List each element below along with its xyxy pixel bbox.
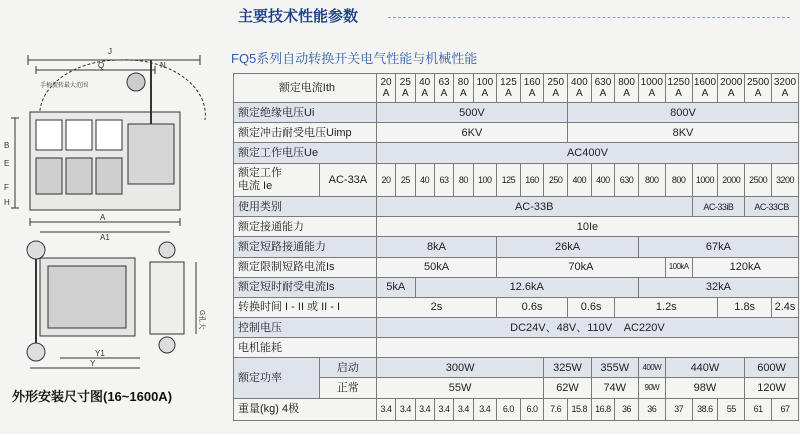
value-cell: 5kA	[376, 277, 415, 297]
value-cell: 3.4	[473, 398, 497, 421]
dim-label-a: A	[100, 213, 106, 222]
value-cell: 300W	[376, 358, 544, 378]
value-cell: 37	[665, 398, 692, 421]
row-motor-consumption	[234, 338, 799, 358]
row-operating-current	[234, 163, 799, 197]
current-col: 63 A	[434, 74, 453, 103]
value-cell: DC24V、48V、110V AC220V	[376, 317, 798, 337]
value-cell: 3.4	[396, 398, 415, 421]
label-utilization-category: 使用类别	[234, 197, 377, 217]
current-col: 80 A	[454, 74, 473, 103]
value-cell: 80	[454, 163, 473, 197]
value-cell: 10Ie	[376, 217, 798, 237]
value-cell: AC-33iB	[692, 197, 745, 217]
value-cell: 61	[745, 398, 772, 421]
label-rated-power: 额定功率	[234, 358, 320, 398]
current-col: 125 A	[497, 74, 521, 103]
value-cell: 26kA	[497, 237, 639, 257]
current-col: 1000 A	[638, 74, 665, 103]
value-cell: 62W	[544, 378, 591, 398]
row-rated-current	[234, 74, 799, 103]
value-cell: 25	[396, 163, 415, 197]
value-cell: 6KV	[376, 123, 567, 143]
label-control-voltage: 控制电压	[234, 317, 377, 337]
value-cell: 120kA	[692, 257, 798, 277]
dim-label-f: F	[4, 183, 9, 192]
value-cell: 67	[772, 398, 799, 421]
value-cell: 800	[638, 163, 665, 197]
row-control-voltage	[234, 317, 799, 337]
label-limited-short-circuit: 额定限制短路电流Is	[234, 257, 377, 277]
label-making-capacity: 额定接通能力	[234, 217, 377, 237]
value-cell: 0.6s	[497, 297, 568, 317]
value-cell: 63	[434, 163, 453, 197]
value-cell: 2s	[376, 297, 496, 317]
value-cell: 1.8s	[718, 297, 772, 317]
value-cell: 400W	[638, 358, 665, 378]
value-cell: 2000	[718, 163, 745, 197]
value-cell: 8kA	[376, 237, 496, 257]
dim-label-j: J	[108, 47, 112, 56]
value-cell: 0.6s	[568, 297, 615, 317]
current-col: 400 A	[568, 74, 592, 103]
label-short-circuit-making: 额定短路接通能力	[234, 237, 377, 257]
label-insulation-voltage: 额定绝缘电压Ui	[234, 103, 377, 123]
value-cell: 67kA	[638, 237, 798, 257]
current-col: 630 A	[591, 74, 615, 103]
dimension-drawing	[0, 40, 225, 385]
value-cell: 630	[615, 163, 639, 197]
value-cell: 98W	[665, 378, 744, 398]
value-cell: 3.4	[434, 398, 453, 421]
row-insulation-voltage	[234, 103, 799, 123]
value-cell: 800	[665, 163, 692, 197]
drawing-caption: 外形安装尺寸图(16~1600A)	[12, 389, 173, 404]
value-cell: 36	[615, 398, 639, 421]
value-cell: 400	[591, 163, 615, 197]
value-cell: 1000	[692, 163, 718, 197]
label-weight: 重量(kg) 4极	[234, 398, 377, 421]
value-cell: 38.6	[692, 398, 718, 421]
current-col: 2500 A	[745, 74, 772, 103]
dim-label-g-hole: G孔大	[198, 310, 205, 330]
current-col: 3200 A	[772, 74, 799, 103]
dim-label-e: E	[4, 159, 10, 168]
current-col: 100 A	[473, 74, 497, 103]
value-cell: 55W	[376, 378, 544, 398]
value-cell: 8KV	[568, 123, 799, 143]
value-cell: 15.8	[568, 398, 592, 421]
label-normal: 正常	[319, 378, 376, 398]
label-operating-voltage: 额定工作电压Ue	[234, 143, 377, 163]
value-cell: 800V	[568, 103, 799, 123]
current-col: 800 A	[615, 74, 639, 103]
row-power-start	[234, 358, 799, 378]
value-cell: 160	[520, 163, 544, 197]
value-cell	[376, 338, 798, 358]
dim-label-y1: Y1	[95, 349, 105, 358]
section-title: 主要技术性能参数	[238, 8, 359, 25]
row-weight	[234, 398, 799, 421]
category-ac33a: AC-33A	[319, 163, 376, 197]
value-cell: 12.6kA	[415, 277, 638, 297]
value-cell: 500V	[376, 103, 567, 123]
current-col: 1600 A	[692, 74, 718, 103]
value-cell: 2500	[745, 163, 772, 197]
value-cell: AC400V	[376, 143, 798, 163]
value-cell: 70kA	[497, 257, 666, 277]
value-cell: 250	[544, 163, 568, 197]
value-cell: 16.8	[591, 398, 615, 421]
value-cell: 125	[497, 163, 521, 197]
value-cell: 32kA	[638, 277, 798, 297]
value-cell: AC-33CB	[745, 197, 799, 217]
row-short-time-withstand	[234, 277, 799, 297]
value-cell: 600W	[745, 358, 799, 378]
value-cell: 6.0	[520, 398, 544, 421]
value-cell: 90W	[638, 378, 665, 398]
value-cell: 400	[568, 163, 592, 197]
value-cell: 100	[473, 163, 497, 197]
value-cell: 3.4	[454, 398, 473, 421]
value-cell: 2.4s	[772, 297, 799, 317]
label-motor-consumption: 电机能耗	[234, 338, 377, 358]
value-cell: 3.4	[415, 398, 434, 421]
value-cell: 55	[718, 398, 745, 421]
value-cell: 3.4	[376, 398, 395, 421]
value-cell: 40	[415, 163, 434, 197]
dim-label-h: H	[4, 198, 10, 207]
value-cell: AC-33B	[376, 197, 692, 217]
row-utilization-category	[234, 197, 799, 217]
value-cell: 325W	[544, 358, 591, 378]
value-cell: 100kA	[665, 257, 692, 277]
value-cell: 7.6	[544, 398, 568, 421]
row-limited-short-circuit	[234, 257, 799, 277]
current-col: 2000 A	[718, 74, 745, 103]
title-divider	[388, 17, 790, 18]
value-cell: 20	[376, 163, 395, 197]
value-cell: 74W	[591, 378, 638, 398]
current-col: 160 A	[520, 74, 544, 103]
current-col: 40 A	[415, 74, 434, 103]
dim-label-q: Q	[98, 61, 105, 70]
row-short-circuit-making	[234, 237, 799, 257]
label-operating-current: 额定工作 电流 Ie	[234, 163, 320, 197]
value-cell: 6.0	[497, 398, 521, 421]
row-operating-voltage	[234, 143, 799, 163]
current-col: 25 A	[396, 74, 415, 103]
current-col: 250 A	[544, 74, 568, 103]
dim-label-b: B	[4, 141, 10, 150]
value-cell: 355W	[591, 358, 638, 378]
value-cell: 50kA	[376, 257, 496, 277]
label-impulse-voltage: 额定冲击耐受电压Uimp	[234, 123, 377, 143]
table-subtitle: FQ5系列自动转换开关电气性能与机械性能	[231, 51, 478, 66]
handle-range-note: 手柄旋转最大范围	[40, 83, 89, 89]
value-cell: 36	[638, 398, 665, 421]
label-transfer-time: 转换时间 I - II 或 II - I	[234, 297, 377, 317]
value-cell: 1.2s	[615, 297, 718, 317]
row-transfer-time	[234, 297, 799, 317]
current-col: 1250 A	[665, 74, 692, 103]
row-impulse-voltage	[234, 123, 799, 143]
dim-label-n: N	[160, 61, 166, 70]
value-cell: 120W	[745, 378, 799, 398]
value-cell: 3200	[772, 163, 799, 197]
row-making-capacity	[234, 217, 799, 237]
label-start: 启动	[319, 358, 376, 378]
label-short-time-withstand: 额定短时耐受电流Is	[234, 277, 377, 297]
dim-label-y: Y	[90, 359, 96, 368]
dim-label-a1: A1	[100, 233, 110, 242]
spec-table	[233, 73, 799, 421]
current-col: 20 A	[376, 74, 395, 103]
label-rated-current: 额定电流Ith	[234, 74, 377, 103]
value-cell: 440W	[665, 358, 744, 378]
